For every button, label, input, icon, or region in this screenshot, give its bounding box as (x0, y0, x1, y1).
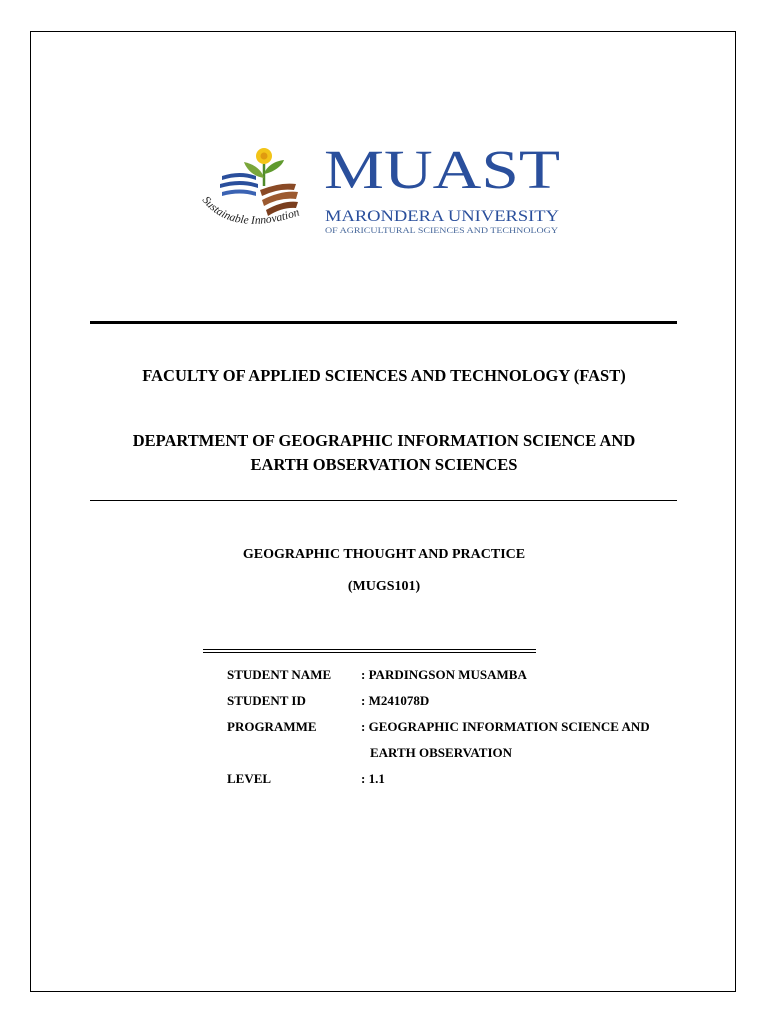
student-name-row (227, 662, 697, 688)
level-label: LEVEL (227, 771, 272, 786)
programme-row (227, 714, 697, 740)
logo-tagline: Sustainable Innovation (199, 194, 301, 227)
student-id-value: : M241078D (361, 693, 430, 708)
header-divider-thin (90, 500, 677, 501)
details-divider-double (203, 649, 536, 653)
department-title-line-1: DEPARTMENT OF GEOGRAPHIC INFORMATION SCIENCE AND (132, 431, 636, 450)
department-title-line-2: EARTH OBSERVATION SCIENCES (250, 455, 518, 474)
programme-value-line-1: : GEOGRAPHIC INFORMATION SCIENCE AND (361, 719, 650, 734)
university-logo (196, 142, 566, 246)
faculty-title: FACULTY OF APPLIED SCIENCES AND TECHNOLOGY (FAST) (142, 366, 626, 385)
student-name-label: STUDENT NAME (227, 667, 332, 682)
student-id-label: STUDENT ID (227, 693, 306, 708)
programme-continuation-row (227, 740, 697, 766)
programme-label: PROGRAMME (227, 719, 317, 734)
student-name-value: : PARDINGSON MUSAMBA (361, 667, 527, 682)
water-stripes-icon (220, 173, 258, 196)
header-divider-thick (90, 321, 677, 324)
student-id-row (227, 688, 697, 714)
logo-wordmark: MUAST (324, 142, 560, 200)
logo-university-name: MARONDERA UNIVERSITY (325, 208, 559, 225)
course-title: GEOGRAPHIC THOUGHT AND PRACTICE (242, 547, 526, 562)
course-code: (MUGS101) (347, 579, 421, 594)
programme-value-line-2: EARTH OBSERVATION (370, 745, 513, 760)
level-value: : 1.1 (361, 771, 385, 786)
department-title (40, 429, 728, 477)
level-row (227, 766, 697, 792)
logo-university-subtitle: OF AGRICULTURAL SCIENCES AND TECHNOLOGY (325, 226, 559, 235)
student-details (227, 662, 697, 792)
flower-icon (256, 148, 272, 164)
